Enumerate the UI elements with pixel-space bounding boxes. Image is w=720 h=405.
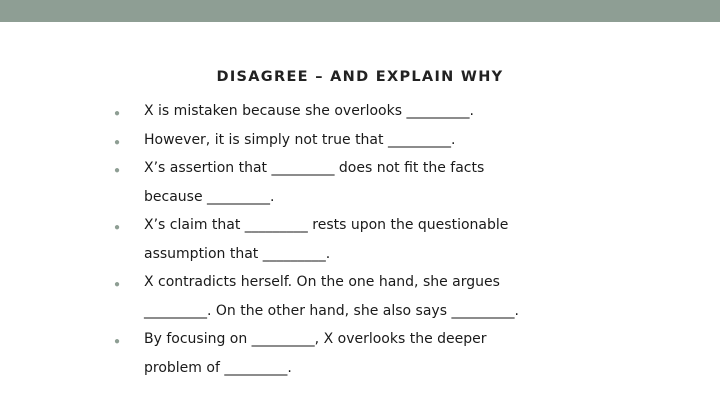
item-text: X’s assertion that _________ does not fit the facts — [144, 160, 485, 176]
top-accent-band — [0, 0, 720, 22]
bullet-dot-icon: ● — [114, 165, 121, 176]
item-text: X contradicts herself. On the one hand, she argues — [144, 274, 500, 290]
bullet-dot-icon: ● — [114, 279, 121, 290]
item-text: X is mistaken because she overlooks _________. — [144, 103, 474, 119]
list-item — [114, 325, 634, 382]
bullet-dot-icon: ● — [114, 108, 121, 119]
bullet-list — [114, 97, 634, 382]
item-text-continued: assumption that _________. — [144, 245, 331, 262]
bullet-dot-icon: ● — [114, 222, 121, 233]
list-item — [114, 268, 634, 325]
list-item — [114, 97, 634, 126]
slide-title: DISAGREE – AND EXPLAIN WHY — [216, 69, 504, 85]
item-text-continued: _________. On the other hand, she also says _________. — [144, 302, 519, 319]
item-text: However, it is simply not true that _________. — [144, 131, 456, 148]
item-text: By focusing on _________, X overlooks the deeper — [144, 331, 487, 347]
list-item — [114, 126, 634, 155]
bullet-dot-icon: ● — [114, 336, 121, 347]
item-text-continued: problem of _________. — [144, 359, 292, 376]
list-item — [114, 154, 634, 211]
list-item — [114, 211, 634, 268]
item-text-continued: because _________. — [144, 188, 275, 205]
bullet-dot-icon: ● — [114, 136, 121, 148]
item-text: X’s claim that _________ rests upon the questionable — [144, 217, 509, 233]
